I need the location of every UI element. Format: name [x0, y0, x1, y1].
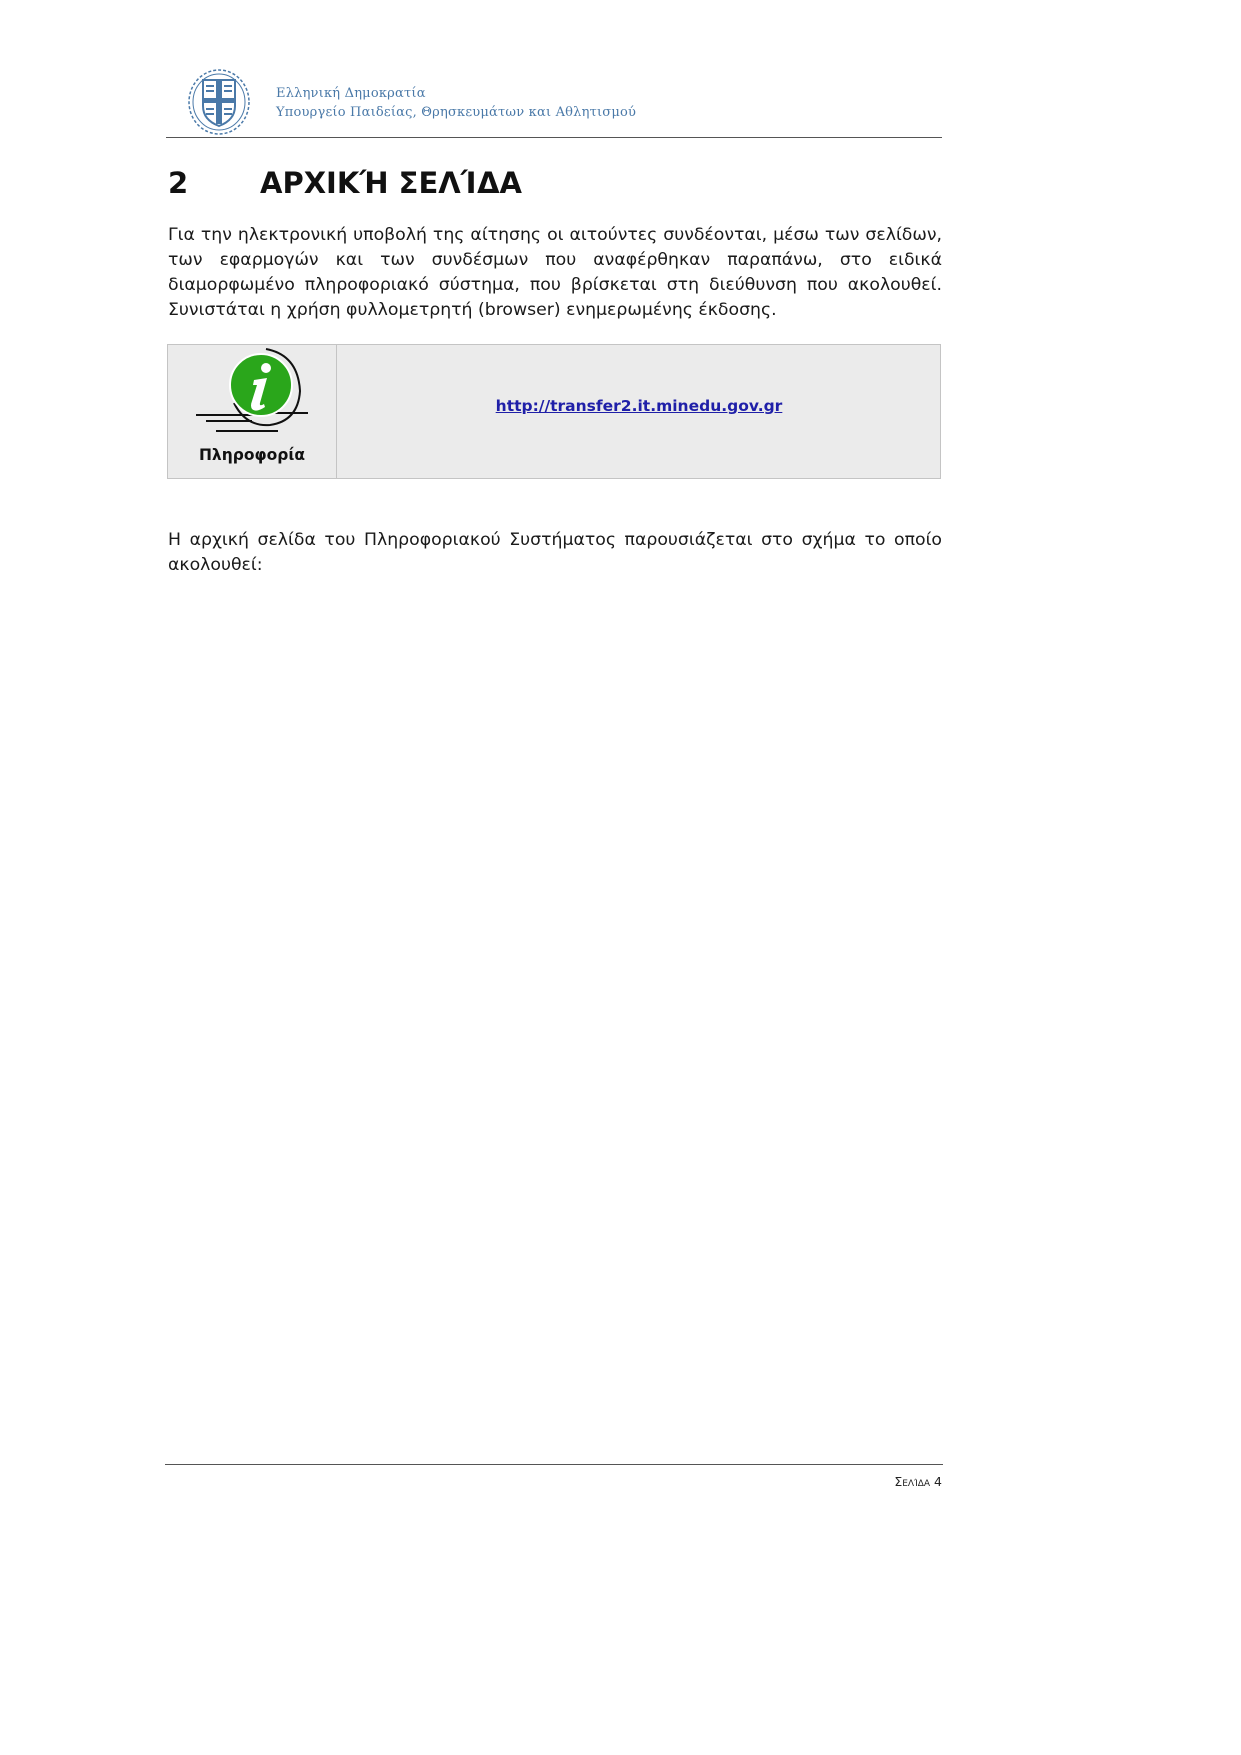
- section-heading: [168, 166, 522, 200]
- intro-paragraph: Για την ηλεκτρονική υποβολή της αίτησης οι αιτούντες συνδέονται, μέσω των σελίδων, των εφαρμογών και των συνδέσμων που αναφέρθηκαν παραπάνω, στο ειδικά διαμορφωμένο πληροφοριακό σύστημα, που βρίσκεται στη διεύθυνση που ακολουθεί. Συνιστάται η χρήση φυλλομετρητή (browser) ενημερωμένης έκδοσης.: [168, 225, 942, 320]
- info-box: [167, 344, 941, 479]
- page-number: Σελίδα 4: [894, 1474, 942, 1489]
- system-url-link[interactable]: http://transfer2.it.minedu.gov.gr: [495, 397, 783, 415]
- figure-intro-paragraph: Η αρχική σελίδα του Πληροφοριακού Συστήματος παρουσιάζεται στο σχήμα το οποίο ακολουθεί:: [168, 530, 942, 575]
- header-text: [276, 84, 636, 122]
- header-country: Ελληνική Δημοκρατία: [276, 86, 426, 101]
- header-divider: [166, 137, 942, 138]
- section-number: 2: [168, 166, 189, 200]
- page-header: [186, 66, 942, 138]
- info-label: Πληροφορία: [198, 446, 306, 464]
- footer-divider: [165, 1464, 943, 1465]
- greek-emblem-icon: [186, 66, 252, 136]
- info-icon: [194, 345, 312, 437]
- section-title: ΑΡΧΙΚΉ ΣΕΛΊΔΑ: [260, 166, 522, 200]
- header-ministry: Υπουργείο Παιδείας, Θρησκευμάτων και Αθλητισμού: [276, 105, 637, 120]
